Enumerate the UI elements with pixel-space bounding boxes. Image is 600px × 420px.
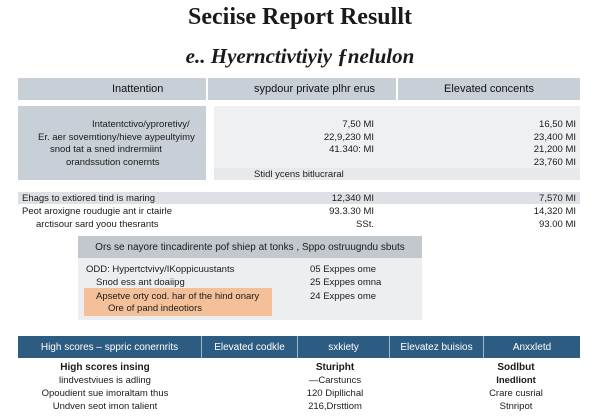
section1-note: Stidl ycens bitlucraral [254, 169, 344, 180]
section1-label: Intatentctivo/yproretivy/ [92, 119, 190, 130]
section1-label: orandssution conernts [66, 157, 160, 168]
bottom-header-cell: Anxxletd [512, 341, 552, 353]
section2-right-value: 93.00 MI [539, 219, 576, 230]
section1-mid-value: 7,50 MI [342, 119, 374, 130]
panel-row-label: Apsetve orty cod. har of the hind onary [96, 291, 260, 302]
section1-label: Er. aer sovemtiony/hieve aypeultyimy [38, 132, 195, 143]
bottom-col1-cell: Undven seot imon talient [52, 401, 158, 412]
report-subtitle: e.. Hyernctivtiyiy ƒnelulon [185, 44, 415, 68]
bottom-col3-cell: Sturipht [315, 362, 355, 373]
section2-label: Ehags to extiored tind is maring [22, 193, 156, 204]
panel-row-value: 25 Exppes omna [310, 277, 382, 288]
bottom-header-cell: High scores – sppric conernrits [18, 336, 202, 358]
bottom-col3-cell: 216,Drsttiom [308, 401, 362, 412]
report-title: Seciise Report Resullt [188, 4, 412, 30]
bottom-col5-cell: Sodlbut [497, 362, 535, 373]
bottom-col1-cell: High scores insing [60, 362, 150, 373]
section2-label: arctisour sard yoou thesrants [36, 219, 159, 230]
header-col-symptom: sypdour private plhr erus [208, 78, 396, 100]
bottom-header-cell: sxkiety [298, 336, 390, 358]
bottom-table-header [18, 336, 580, 358]
bottom-col3-cell: 120 Dipllichal [306, 388, 364, 399]
header-col-inattention: Inattention [18, 78, 206, 100]
panel-row-label: ODD: Hypertctvivy/IKoppicuustants [86, 264, 235, 275]
section1-label: snod tat a sned indrermiint [50, 144, 162, 155]
bottom-col5-cell: Inedliont [496, 375, 536, 386]
section1-right-value: 23,760 MI [533, 157, 576, 168]
bottom-col5-cell: Crare cusrial [489, 388, 543, 399]
bottom-col3-cell: —Carstuncs [308, 375, 362, 386]
section1-right-value: 23,400 MI [533, 132, 576, 143]
bottom-col1-cell: Opoudient sue imoraltam thus [41, 388, 169, 399]
panel-row-value: 24 Exppes ome [310, 291, 377, 302]
section2-mid-value: SSt. [356, 219, 374, 230]
bottom-col1-cell: lindvestviues is adling [59, 375, 151, 386]
section2-mid-value: 12,340 MI [331, 193, 374, 204]
bottom-col5-cell: Stnripot [499, 401, 533, 412]
section1-right-value: 16,50 MI [539, 119, 576, 130]
panel-row-value: 05 Exppes ome [310, 264, 377, 275]
section1-right-value: 21,200 MI [533, 144, 576, 155]
section1-mid-value: 22,9,230 MI [323, 132, 374, 143]
bottom-header-cell: Elevatez buisios [390, 336, 484, 358]
panel-row-label: Snod ess ant doaiipg [96, 277, 185, 288]
section2-right-value: 7,570 MI [539, 193, 576, 204]
section2-right-value: 14,320 MI [533, 206, 576, 217]
section1-mid-value: 41.340: MI [329, 144, 374, 155]
header-col-elevated: Elevated concents [398, 78, 580, 100]
table-header [18, 78, 580, 100]
section2-label: Peot aroxigne roudugie ant ir ctairle [22, 206, 172, 217]
bottom-header-cell: Elevated codkle [202, 336, 298, 358]
info-panel-header: Ors se nayore tincadirente pof shiep at tonks , Sppo ostruugndu sbuts [78, 236, 422, 258]
panel-row-label: Ore of pand indeotiors [108, 303, 203, 314]
section2-mid-value: 93.3.30 MI [329, 206, 374, 217]
